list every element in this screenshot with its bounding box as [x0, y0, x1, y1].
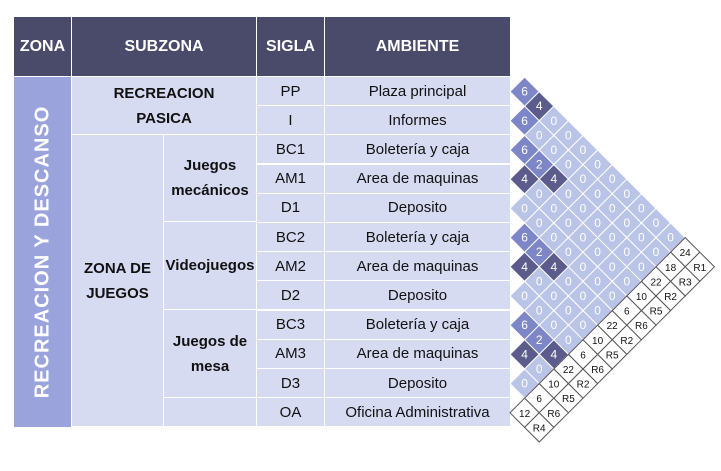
- ambiente-cell: Deposito: [325, 194, 510, 223]
- header-subzona: SUBZONA: [72, 17, 257, 76]
- matrix-value: 0: [550, 230, 558, 245]
- ambiente-cell: Boletería y caja: [325, 135, 510, 164]
- summary-total: 22: [650, 277, 662, 289]
- matrix-value: 4: [550, 259, 558, 274]
- matrix-value: 0: [594, 157, 601, 172]
- matrix-value: 0: [565, 245, 572, 260]
- ambiente-cell: Informes: [325, 106, 510, 135]
- matrix-value: 0: [594, 186, 601, 201]
- matrix-value: 0: [565, 274, 572, 289]
- matrix-value: 0: [535, 186, 543, 201]
- matrix-value: 0: [550, 113, 558, 128]
- matrix-value: 0: [623, 274, 631, 289]
- matrix-value: 0: [565, 128, 572, 143]
- group-juegos-de-mesa: Juegos de mesa: [164, 310, 257, 398]
- matrix-value: 0: [565, 186, 572, 201]
- summary-rank: R5: [562, 394, 575, 406]
- sigla-cell: D3: [257, 369, 325, 398]
- matrix-value: 0: [594, 303, 601, 318]
- sigla-cell: D2: [257, 281, 325, 310]
- matrix-value: 0: [521, 376, 528, 391]
- matrix-value: 4: [521, 172, 528, 187]
- matrix-value: 0: [652, 216, 660, 230]
- group-videojuegos: Videojuegos: [164, 222, 257, 310]
- matrix-value: 0: [667, 230, 674, 245]
- matrix-value: 4: [550, 172, 558, 187]
- matrix-value: 0: [565, 332, 572, 347]
- matrix-value: 0: [623, 186, 631, 201]
- summary-rank: R5: [605, 350, 619, 362]
- summary-total: 18: [665, 262, 677, 274]
- summary-rank: R3: [678, 277, 692, 289]
- matrix-value: 2: [535, 245, 543, 260]
- matrix-value: 0: [535, 128, 543, 143]
- matrix-value: 0: [638, 201, 645, 216]
- matrix-value: 4: [535, 99, 543, 114]
- matrix-value: 0: [565, 303, 572, 318]
- header-zona: ZONA: [14, 17, 72, 76]
- matrix-value: 4: [521, 259, 528, 274]
- matrix-value: 0: [579, 289, 587, 303]
- matrix-value: 0: [608, 172, 616, 187]
- matrix-value: 0: [579, 172, 587, 187]
- summary-rank: R1: [693, 262, 707, 274]
- matrix-value: 4: [521, 347, 528, 362]
- matrix-value: 0: [550, 289, 558, 303]
- summary-rank: R6: [547, 408, 561, 420]
- matrix-value: 6: [521, 113, 528, 128]
- summary-total: 6: [536, 394, 542, 406]
- summary-rank: R2: [576, 379, 590, 391]
- ambiente-cell: Area de maquinas: [325, 252, 510, 281]
- matrix-value: 0: [608, 201, 616, 216]
- ambiente-cell: Boletería y caja: [325, 311, 510, 340]
- matrix-value: 0: [550, 143, 558, 157]
- sigla-cell: BC2: [257, 223, 325, 252]
- matrix-value: 4: [550, 347, 558, 362]
- summary-total: 10: [548, 379, 560, 391]
- zone-label: RECREACION Y DESCANSO: [31, 105, 54, 399]
- matrix-value: 0: [579, 318, 587, 333]
- matrix-value: 0: [565, 216, 572, 230]
- matrix-value: 0: [594, 274, 601, 289]
- subzone-zona-de-juegos: ZONA DE JUEGOS: [72, 135, 164, 427]
- summary-total: 22: [562, 365, 574, 376]
- summary-rank: R2: [664, 292, 677, 303]
- matrix-value: 0: [608, 259, 616, 274]
- matrix-value: 0: [638, 259, 645, 274]
- sigla-cell: I: [257, 106, 325, 135]
- matrix-value: 0: [535, 303, 543, 318]
- sigla-cell: AM3: [257, 340, 325, 369]
- matrix-value: 0: [594, 216, 601, 230]
- summary-rank: R6: [635, 321, 648, 333]
- ambiente-cell: Deposito: [325, 281, 510, 310]
- summary-total: 6: [624, 306, 630, 318]
- sigla-cell: AM1: [257, 165, 325, 194]
- sigla-cell: D1: [257, 194, 325, 223]
- matrix-value: 0: [579, 259, 587, 274]
- matrix-value: 0: [521, 289, 528, 303]
- ambiente-cell: Oficina Administrativa: [325, 398, 510, 427]
- summary-total: 10: [635, 292, 647, 303]
- matrix-value: 0: [579, 143, 587, 157]
- sigla-cell: OA: [257, 398, 325, 427]
- summary-rank: R5: [649, 306, 663, 318]
- summary-rank: R6: [591, 365, 604, 376]
- matrix-value: 0: [623, 245, 631, 260]
- summary-total: 6: [580, 350, 586, 362]
- matrix-value: 0: [608, 289, 616, 303]
- sigla-cell: BC1: [257, 135, 325, 164]
- matrix-value: 6: [521, 318, 528, 333]
- matrix-value: 0: [608, 230, 616, 245]
- sigla-cell: PP: [257, 77, 325, 106]
- matrix-value: 2: [535, 332, 543, 347]
- matrix-value: 0: [579, 230, 587, 245]
- matrix-value: 0: [623, 216, 631, 230]
- ambiente-cell: Plaza principal: [325, 77, 510, 106]
- matrix-value: 6: [521, 84, 528, 99]
- summary-total: 10: [592, 335, 604, 347]
- summary-total: 12: [519, 408, 531, 420]
- matrix-value: 6: [521, 143, 528, 157]
- matrix-value: 0: [535, 274, 543, 289]
- matrix-value: 0: [579, 201, 587, 216]
- group-juegos-mecanicos: Juegos mecánicos: [164, 135, 257, 222]
- matrix-value: 0: [652, 245, 660, 260]
- matrix-value: 0: [550, 201, 558, 216]
- ambiente-cell: Boletería y caja: [325, 223, 510, 252]
- matrix-value: 0: [535, 216, 543, 230]
- summary-total: 22: [606, 321, 618, 333]
- matrix-value: 0: [521, 201, 528, 216]
- header-ambiente: AMBIENTE: [325, 17, 510, 76]
- matrix-value: 0: [594, 245, 601, 260]
- matrix-value: 0: [638, 230, 645, 245]
- ambiente-cell: Area de maquinas: [325, 340, 510, 369]
- summary-rank: R2: [620, 335, 634, 347]
- matrix-value: 6: [521, 230, 528, 245]
- matrix-value: 0: [535, 362, 543, 376]
- matrix-value: 0: [565, 157, 572, 172]
- subzone-recreacion-pasica: RECREACION PASICA: [72, 77, 257, 135]
- matrix-value: 0: [550, 318, 558, 333]
- summary-rank: R4: [532, 423, 546, 435]
- ambiente-cell: Area de maquinas: [325, 165, 510, 194]
- ambiente-cell: Deposito: [325, 369, 510, 398]
- header-sigla: SIGLA: [257, 17, 325, 76]
- sigla-cell: BC3: [257, 311, 325, 340]
- sigla-cell: AM2: [257, 252, 325, 281]
- matrix-value: 2: [535, 157, 543, 172]
- summary-total: 24: [679, 248, 691, 260]
